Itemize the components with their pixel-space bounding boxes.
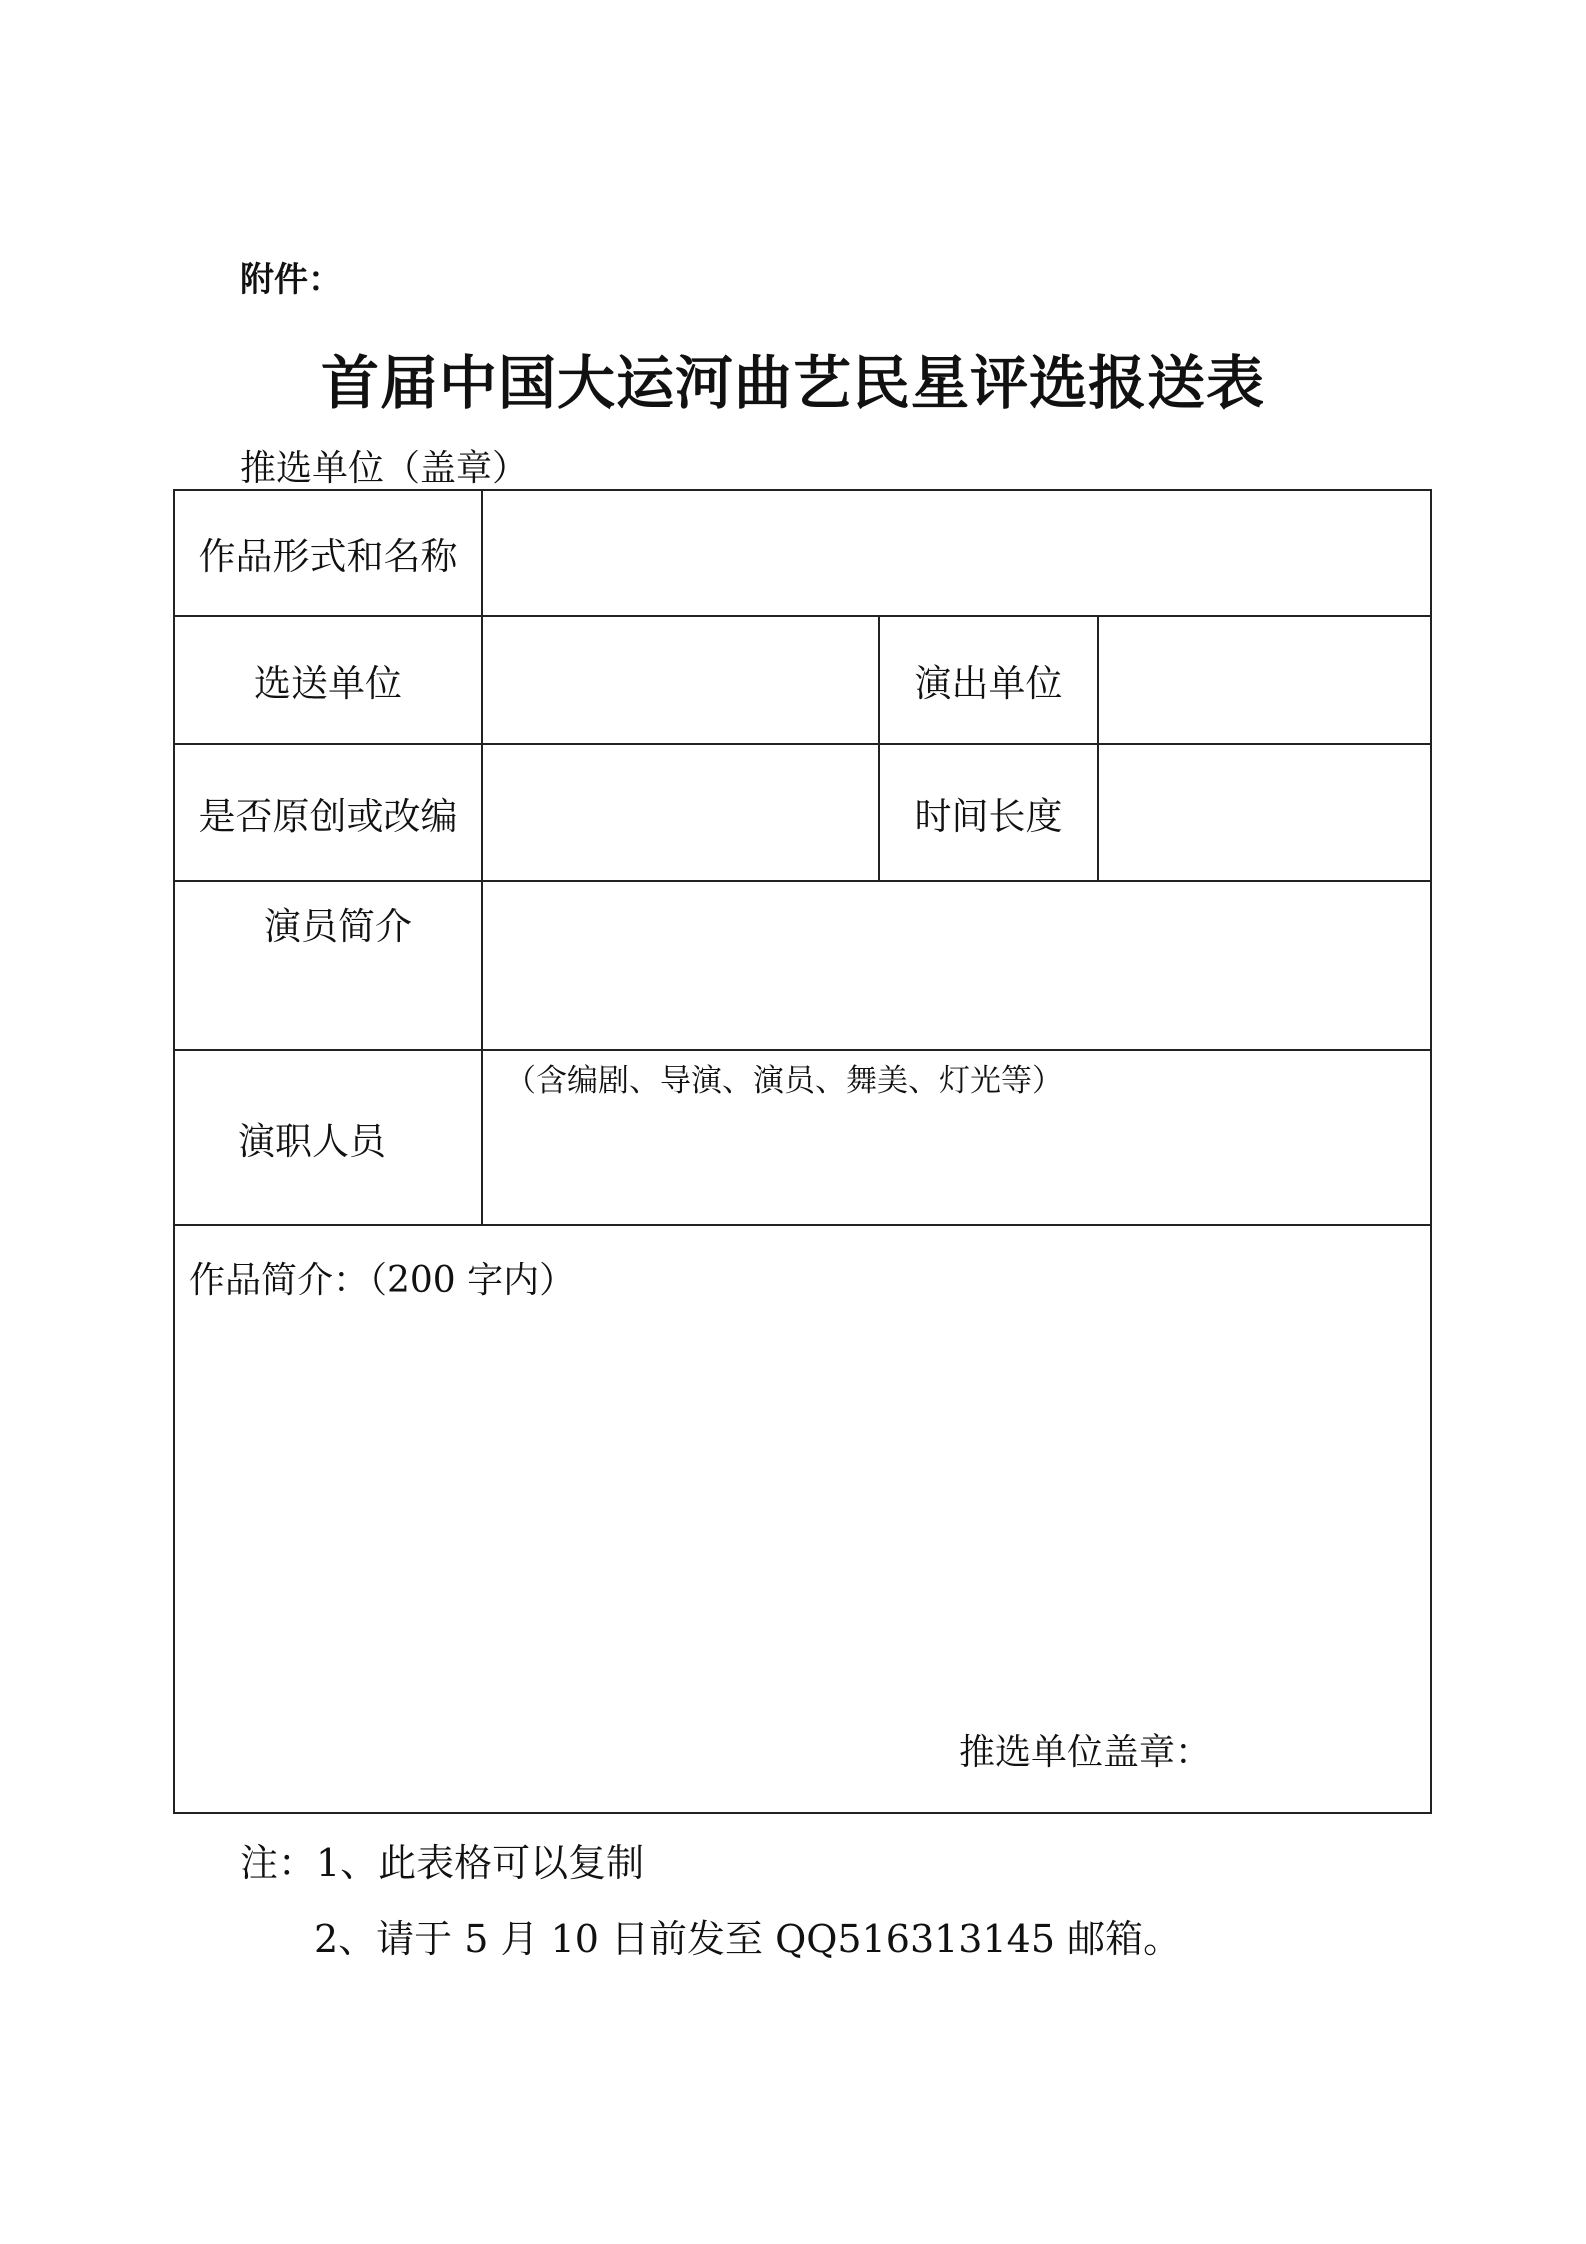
- staff-field[interactable]: [483, 1101, 1432, 1224]
- duration-field[interactable]: [1099, 745, 1432, 880]
- work-intro-section[interactable]: [175, 1226, 1430, 1812]
- submission-form-table: [173, 489, 1432, 1814]
- actor-profile-field[interactable]: [483, 882, 1432, 1049]
- work-form-name-label: 作品形式和名称: [198, 535, 458, 578]
- performing-unit-label: 演出单位: [914, 662, 1063, 705]
- submitting-unit-field[interactable]: [483, 617, 878, 743]
- actor-profile-label: 演员简介: [264, 905, 412, 948]
- work-intro-label: 作品简介：（200 字内）: [189, 1260, 576, 1301]
- staff-note: （含编剧、导演、演员、舞美、灯光等）: [505, 1063, 1063, 1099]
- stamp-label: 推选单位盖章：: [959, 1732, 1212, 1773]
- submitting-unit-label: 选送单位: [254, 662, 402, 705]
- note-deadline: 2、请于 5 月 10 日前发至 QQ516313145 邮箱。: [314, 1917, 1182, 1961]
- work-form-name-field[interactable]: [483, 491, 1432, 615]
- original-or-adapted-field[interactable]: [483, 745, 878, 880]
- attachment-label: 附件：: [240, 260, 342, 300]
- duration-label: 时间长度: [914, 794, 1063, 838]
- note-copy: 注：1、此表格可以复制: [240, 1841, 645, 1885]
- staff-label: 演职人员: [238, 1119, 386, 1163]
- page-title: 首届中国大运河曲艺民星评选报送表: [320, 349, 1265, 417]
- recommender-stamp-label: 推选单位（盖章）: [240, 448, 529, 489]
- original-or-adapted-label: 是否原创或改编: [198, 794, 458, 838]
- performing-unit-field[interactable]: [1099, 617, 1432, 743]
